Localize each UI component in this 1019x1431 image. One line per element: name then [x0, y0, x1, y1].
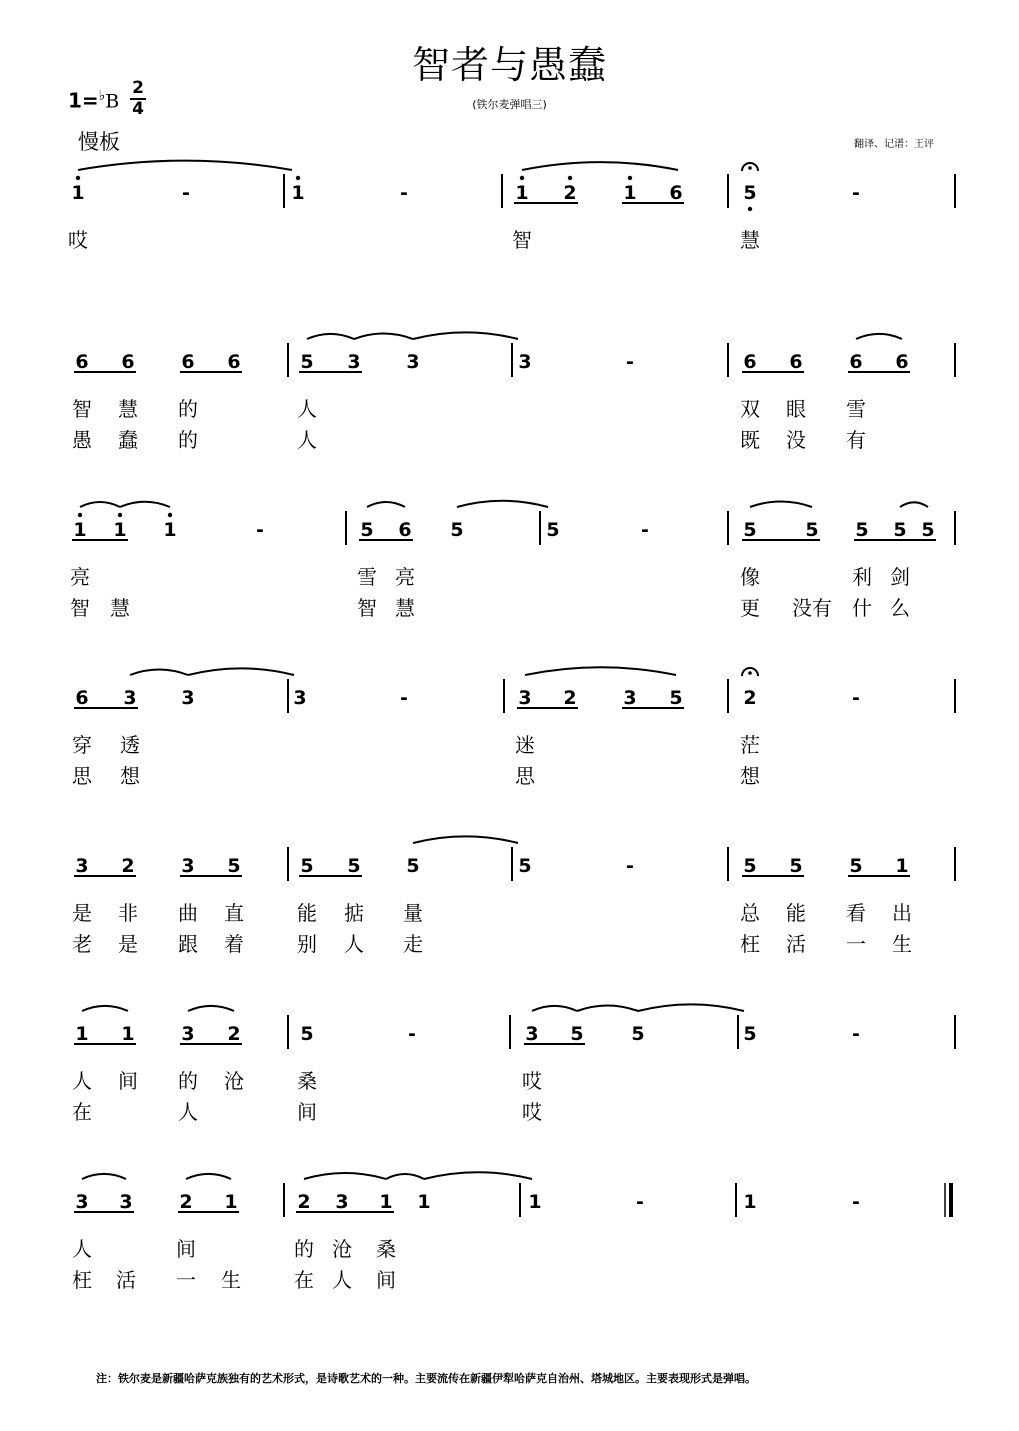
high-octave-dot — [520, 176, 524, 180]
note-6: 6 — [849, 351, 863, 373]
note-5: 5 — [300, 351, 314, 373]
lyric-verse2: 想 — [120, 764, 140, 788]
note-2: 2 — [297, 1191, 311, 1213]
lyric-verse2: 智 — [70, 596, 90, 620]
lyric-verse1: 剑 — [890, 565, 910, 589]
tie-slur — [186, 1174, 231, 1179]
time-bottom: 4 — [132, 99, 144, 119]
lyric-verse1: 桑 — [376, 1237, 396, 1261]
lyric-verse1: 沧 — [224, 1069, 244, 1093]
lyric-verse1: 曲 — [178, 901, 198, 925]
note-5: 5 — [743, 1023, 757, 1045]
lyric-verse2: 在 — [72, 1100, 92, 1124]
lyric-verse1: 沧 — [332, 1237, 352, 1261]
tie-slur — [577, 1005, 638, 1011]
lyric-verse2: 活 — [116, 1268, 136, 1292]
note-2: 2 — [179, 1191, 193, 1213]
lyric-verse2: 一 — [176, 1268, 196, 1292]
lyric-verse1: 雪 — [846, 397, 866, 421]
tie-slur — [304, 1173, 386, 1179]
lyric-verse1: 眼 — [786, 397, 806, 421]
high-octave-dot — [76, 176, 80, 180]
note-1: 1 — [623, 182, 637, 204]
lyric-verse2: 既 — [740, 428, 760, 452]
lyric-verse2: 慧 — [395, 596, 415, 620]
credit-line: 翻译、记谱：王评 — [854, 139, 934, 150]
lyric-verse1: 桑 — [297, 1069, 317, 1093]
dash-note: - — [626, 351, 634, 373]
lyric-verse1: 的 — [178, 1069, 198, 1093]
fermata-dot — [748, 671, 752, 675]
note-1: 1 — [71, 182, 85, 204]
flat-sign: ♭ — [98, 88, 106, 104]
lyric-verse1: 透 — [120, 733, 140, 757]
lyric-verse2: 人 — [332, 1268, 352, 1292]
lyric-verse2: 人 — [178, 1100, 198, 1124]
lyric-verse1: 迷 — [515, 733, 535, 757]
note-1: 1 — [528, 1191, 542, 1213]
lyric-verse2: 生 — [221, 1268, 241, 1292]
lyric-verse2: 没有 — [792, 596, 832, 620]
note-3: 3 — [335, 1191, 349, 1213]
note-3: 3 — [181, 1023, 195, 1045]
note-5: 5 — [789, 855, 803, 877]
note-5: 5 — [855, 519, 869, 541]
note-3: 3 — [525, 1023, 539, 1045]
lyric-verse2: 愚 — [72, 428, 92, 452]
note-5: 5 — [669, 687, 683, 709]
tie-slur — [522, 162, 678, 170]
note-2: 2 — [227, 1023, 241, 1045]
lyric-verse1: 雪 — [357, 565, 377, 589]
dash-note: - — [852, 1191, 860, 1213]
lyric-verse1: 的 — [178, 397, 198, 421]
note-3: 3 — [293, 687, 307, 709]
note-6: 6 — [398, 519, 412, 541]
tie-slur — [188, 668, 294, 675]
dash-note: - — [636, 1191, 644, 1213]
high-octave-dot — [628, 176, 632, 180]
key-prefix: 1= — [68, 88, 99, 113]
lyric-verse2: 更 — [740, 596, 760, 620]
note-3: 3 — [181, 855, 195, 877]
tie-slur — [424, 1172, 532, 1179]
lyric-verse1: 的 — [294, 1237, 314, 1261]
tie-slur — [130, 670, 188, 675]
tie-slur — [307, 334, 354, 339]
note-3: 3 — [406, 351, 420, 373]
note-6: 6 — [75, 687, 89, 709]
lyric-verse1: 人 — [72, 1069, 92, 1093]
tie-slur — [638, 1004, 744, 1011]
time-top: 2 — [132, 78, 144, 98]
lyric-verse1: 哎 — [68, 228, 88, 252]
note-3: 3 — [623, 687, 637, 709]
lyric-verse2: 慧 — [110, 596, 130, 620]
note-6: 6 — [789, 351, 803, 373]
lyric-verse2: 思 — [515, 764, 535, 788]
low-octave-dot — [748, 207, 752, 211]
tie-slur — [120, 502, 170, 507]
lyric-verse1: 像 — [740, 565, 760, 589]
tie-slur — [413, 332, 518, 339]
dash-note: - — [400, 182, 408, 204]
tie-slur — [367, 502, 405, 507]
note-5: 5 — [743, 182, 757, 204]
note-5: 5 — [743, 855, 757, 877]
note-5: 5 — [631, 1023, 645, 1045]
note-1: 1 — [224, 1191, 238, 1213]
lyric-verse1: 间 — [176, 1237, 196, 1261]
dash-note: - — [626, 855, 634, 877]
note-1: 1 — [515, 182, 529, 204]
lyric-verse2: 的 — [178, 428, 198, 452]
tempo-marking: 慢板 — [78, 130, 120, 154]
lyric-verse1: 看 — [846, 901, 866, 925]
note-3: 3 — [123, 687, 137, 709]
tie-slur — [750, 501, 812, 507]
note-1: 1 — [75, 1023, 89, 1045]
tie-slur — [413, 836, 518, 843]
high-octave-dot — [118, 513, 122, 517]
note-5: 5 — [849, 855, 863, 877]
note-3: 3 — [518, 351, 532, 373]
lyric-verse2: 间 — [297, 1100, 317, 1124]
dash-note: - — [400, 687, 408, 709]
lyric-verse2: 蠢 — [118, 428, 138, 452]
lyric-verse1: 穿 — [72, 733, 92, 757]
lyric-verse2: 什 — [852, 596, 872, 620]
lyric-verse2: 枉 — [740, 932, 760, 956]
note-2: 2 — [563, 687, 577, 709]
high-octave-dot — [78, 513, 82, 517]
tie-slur — [525, 667, 676, 675]
lyric-verse1: 慧 — [740, 228, 760, 252]
lyric-verse1: 茫 — [740, 733, 760, 757]
lyric-verse1: 总 — [740, 901, 760, 925]
tie-slur — [78, 161, 292, 170]
note-2: 2 — [121, 855, 135, 877]
lyric-verse1: 哎 — [522, 1069, 542, 1093]
note-1: 1 — [379, 1191, 393, 1213]
lyric-verse1: 是 — [72, 901, 92, 925]
note-1: 1 — [73, 519, 87, 541]
lyric-verse2: 么 — [890, 596, 910, 620]
tie-slur — [354, 334, 413, 339]
note-1: 1 — [163, 519, 177, 541]
note-6: 6 — [75, 351, 89, 373]
note-3: 3 — [181, 687, 195, 709]
lyric-verse2: 老 — [72, 932, 92, 956]
note-1: 1 — [743, 1191, 757, 1213]
tie-slur — [82, 1174, 126, 1179]
note-5: 5 — [805, 519, 819, 541]
lyric-verse2: 没 — [786, 428, 806, 452]
lyric-verse2: 枉 — [72, 1268, 92, 1292]
note-6: 6 — [227, 351, 241, 373]
note-5: 5 — [347, 855, 361, 877]
dash-note: - — [182, 182, 190, 204]
note-6: 6 — [121, 351, 135, 373]
lyric-verse1: 量 — [403, 901, 423, 925]
dash-note: - — [852, 1023, 860, 1045]
lyric-verse1: 人 — [297, 397, 317, 421]
tie-slur — [457, 501, 548, 507]
lyric-verse2: 间 — [376, 1268, 396, 1292]
lyric-verse2: 有 — [846, 428, 866, 452]
tie-slur — [80, 502, 120, 507]
note-5: 5 — [450, 519, 464, 541]
note-5: 5 — [893, 519, 907, 541]
lyric-verse1: 智 — [72, 397, 92, 421]
note-2: 2 — [563, 182, 577, 204]
note-5: 5 — [570, 1023, 584, 1045]
high-octave-dot — [568, 176, 572, 180]
note-5: 5 — [743, 519, 757, 541]
lyric-verse1: 掂 — [344, 901, 364, 925]
lyric-verse1: 亮 — [70, 565, 90, 589]
footer-note: 注：铁尔麦是新疆哈萨克族独有的艺术形式，是诗歌艺术的一种。主要流传在新疆伊犁哈萨克自治州、塔城地区。主要表现形式是弹唱。 — [96, 1372, 756, 1385]
lyric-verse1: 能 — [786, 901, 806, 925]
note-5: 5 — [518, 855, 532, 877]
lyric-verse1: 利 — [852, 565, 872, 589]
lyric-verse2: 着 — [224, 932, 244, 956]
fermata-dot — [748, 166, 752, 170]
note-1: 1 — [121, 1023, 135, 1045]
note-1: 1 — [113, 519, 127, 541]
note-3: 3 — [518, 687, 532, 709]
lyric-verse1: 非 — [118, 901, 138, 925]
lyric-verse1: 亮 — [395, 565, 415, 589]
lyric-verse1: 智 — [512, 228, 532, 252]
note-6: 6 — [669, 182, 683, 204]
note-1: 1 — [895, 855, 909, 877]
lyric-verse2: 活 — [786, 932, 806, 956]
lyric-verse2: 想 — [740, 764, 760, 788]
note-6: 6 — [743, 351, 757, 373]
key-note: B — [105, 90, 120, 113]
note-3: 3 — [119, 1191, 133, 1213]
lyric-verse1: 能 — [297, 901, 317, 925]
high-octave-dot — [296, 176, 300, 180]
lyric-verse1: 直 — [224, 901, 244, 925]
lyric-verse2: 智 — [357, 596, 377, 620]
note-1: 1 — [417, 1191, 431, 1213]
note-5: 5 — [227, 855, 241, 877]
lyric-verse2: 思 — [72, 764, 92, 788]
note-2: 2 — [743, 687, 757, 709]
note-6: 6 — [181, 351, 195, 373]
note-3: 3 — [75, 1191, 89, 1213]
dash-note: - — [641, 519, 649, 541]
note-5: 5 — [546, 519, 560, 541]
note-5: 5 — [921, 519, 935, 541]
lyric-verse2: 人 — [344, 932, 364, 956]
song-title: 智者与愚蠢 — [411, 43, 607, 87]
dash-note: - — [852, 182, 860, 204]
tie-slur — [900, 502, 928, 507]
high-octave-dot — [168, 513, 172, 517]
lyric-verse2: 跟 — [178, 932, 198, 956]
lyric-verse1: 人 — [72, 1237, 92, 1261]
tie-slur — [82, 1006, 128, 1011]
lyric-verse2: 是 — [118, 932, 138, 956]
lyric-verse2: 在 — [294, 1268, 314, 1292]
dash-note: - — [256, 519, 264, 541]
tie-slur — [188, 1006, 234, 1011]
tie-slur — [386, 1174, 424, 1179]
dash-note: - — [408, 1023, 416, 1045]
song-subtitle: (铁尔麦弹唱三) — [472, 98, 547, 111]
note-5: 5 — [360, 519, 374, 541]
dash-note: - — [852, 687, 860, 709]
note-5: 5 — [300, 1023, 314, 1045]
lyric-verse1: 间 — [118, 1069, 138, 1093]
lyric-verse1: 出 — [892, 901, 912, 925]
note-3: 3 — [347, 351, 361, 373]
lyric-verse2: 哎 — [522, 1100, 542, 1124]
lyric-verse2: 人 — [297, 428, 317, 452]
lyric-verse2: 生 — [892, 932, 912, 956]
lyric-verse1: 慧 — [118, 397, 138, 421]
lyric-verse2: 一 — [846, 932, 866, 956]
note-5: 5 — [300, 855, 314, 877]
tie-slur — [532, 1006, 577, 1011]
note-1: 1 — [291, 182, 305, 204]
note-5: 5 — [406, 855, 420, 877]
tie-slur — [856, 334, 902, 339]
note-6: 6 — [895, 351, 909, 373]
lyric-verse2: 走 — [403, 932, 423, 956]
lyric-verse2: 别 — [297, 932, 317, 956]
lyric-verse1: 双 — [740, 397, 760, 421]
note-3: 3 — [75, 855, 89, 877]
